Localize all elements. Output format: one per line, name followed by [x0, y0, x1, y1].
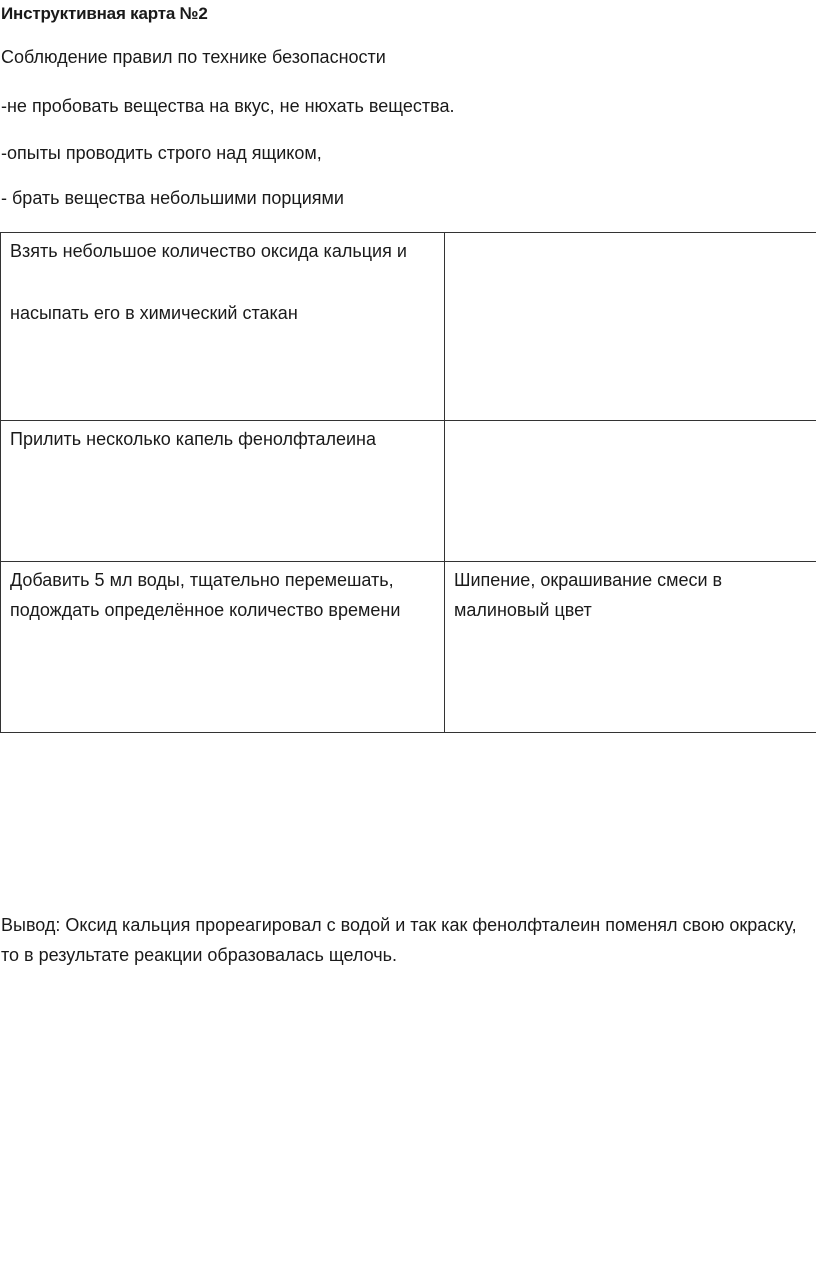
action-cell: Прилить несколько капель фенолфталеина	[1, 421, 445, 562]
observation-cell	[445, 421, 816, 562]
action-cell	[1, 233, 445, 421]
conclusion-text: Вывод: Оксид кальция прореагировал с водой и так как фенолфталеин поменял свою окраску, то в результате реакции образовалась щелочь.	[1, 915, 797, 965]
action-cell: Добавить 5 мл воды, тщательно перемешать, подождать определённое количество времени	[1, 562, 445, 733]
observation-cell: Шипение, окрашивание смеси в малиновый цвет	[445, 562, 816, 733]
table-row	[1, 421, 816, 562]
table-row	[1, 233, 816, 421]
document-title: Инструктивная карта №2	[1, 4, 208, 23]
observation-cell	[445, 233, 816, 421]
safety-rule: -не пробовать вещества на вкус, не нюхать вещества.	[1, 96, 455, 116]
instruction-table	[0, 232, 816, 733]
safety-rule: - брать вещества небольшими порциями	[1, 188, 344, 208]
table-row	[1, 562, 816, 733]
action-text: Взять небольшое количество оксида кальция и	[10, 241, 407, 261]
safety-rule: -опыты проводить строго над ящиком,	[1, 143, 322, 163]
action-text: насыпать его в химический стакан	[10, 303, 298, 323]
safety-heading: Соблюдение правил по технике безопасности	[1, 47, 386, 67]
